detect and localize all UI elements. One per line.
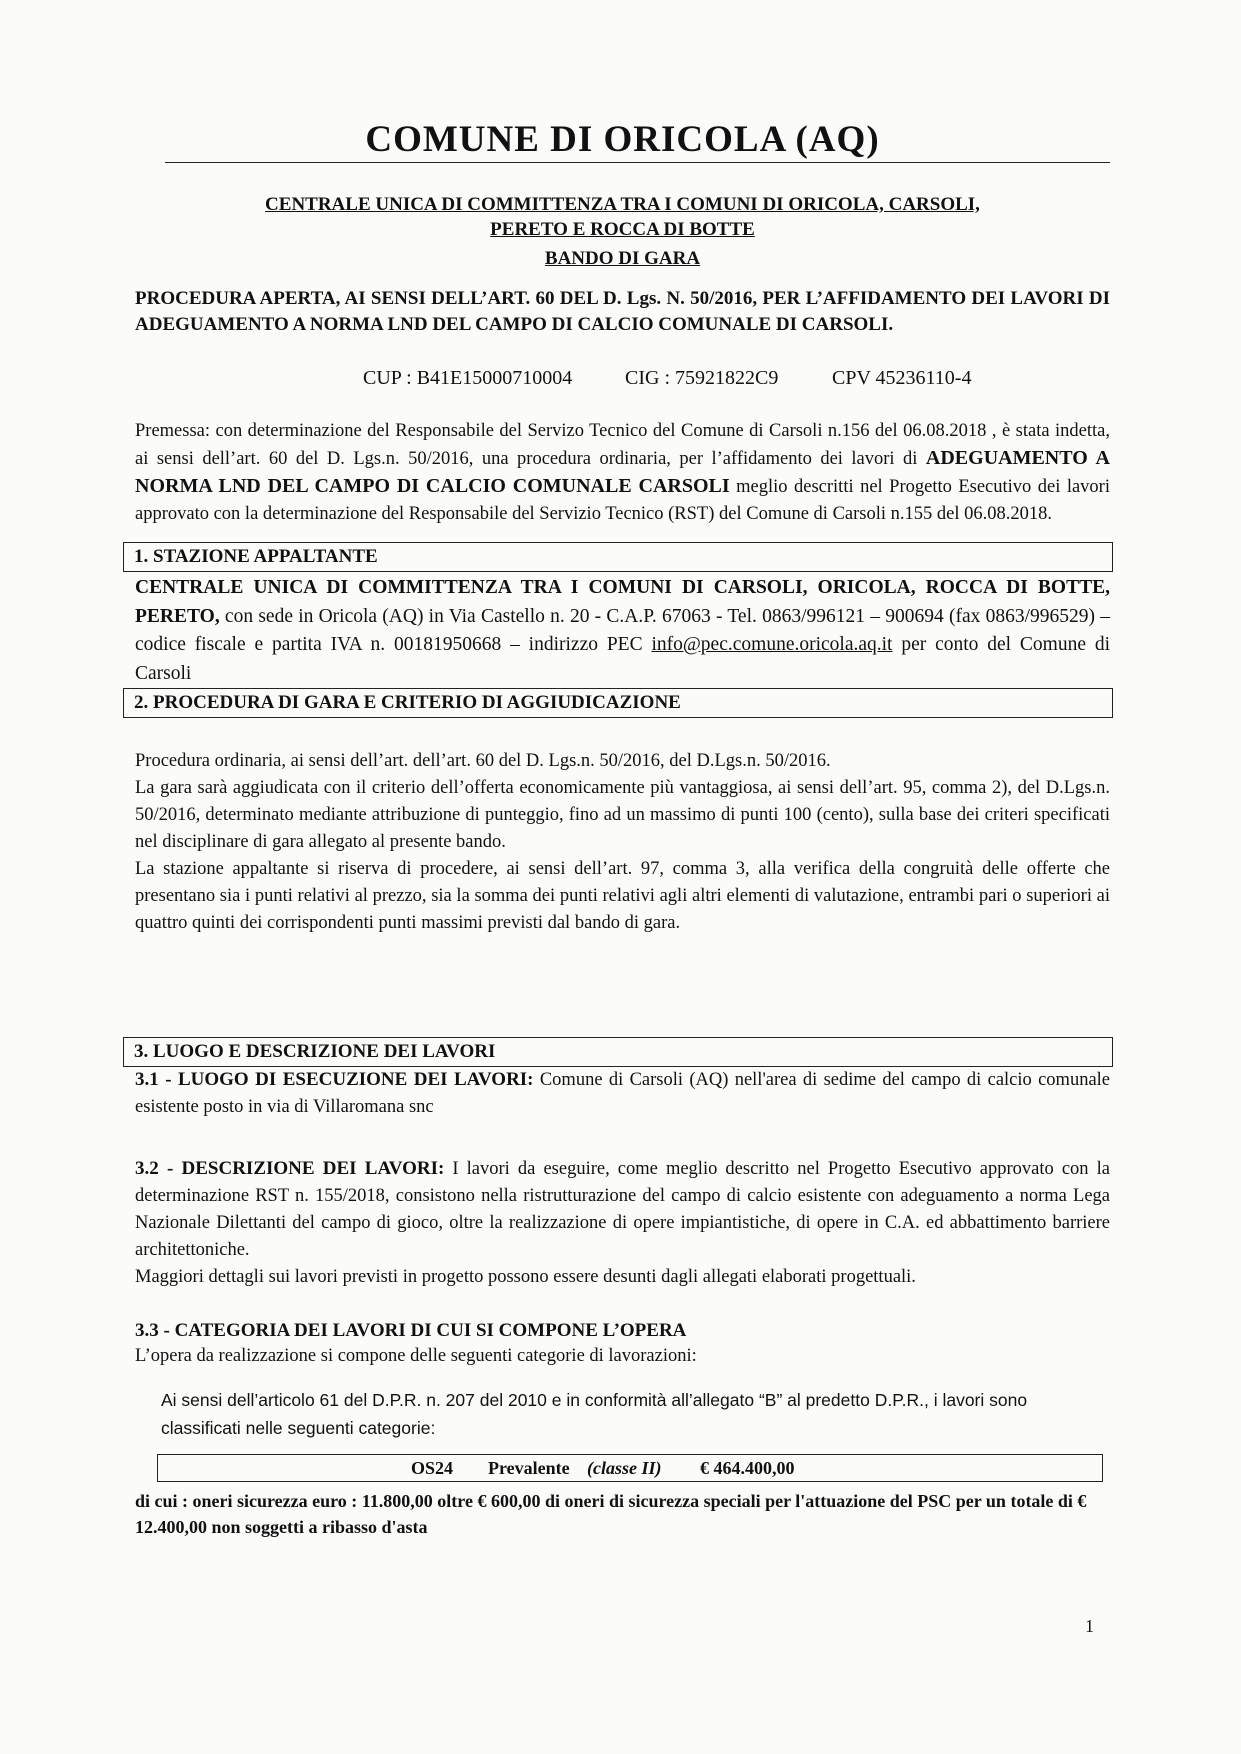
stazione-text: con sede in Oricola (AQ) in Via Castello n. 20 - C.A.P. 67063 - Tel. 0863/996121 – 900694 (fax 0863/996529) – codice fiscale e partita IVA n. 00181950668 – indirizzo PEC [135,605,1110,655]
cig-code: CIG : 75921822C9 [625,367,779,389]
cpv-code: CPV 45236110-4 [832,367,972,389]
premessa-text-1: Premessa: con determinazione del Responsabile del Servizo Tecnico del Comune di Carsoli n.156 del 06.08.2018 , è stata indetta, ai sensi dell’art. 60 del D. Lgs.n. 50/2016, una procedura ordinaria, per l’affidamento dei lavori di [135,421,1110,469]
page-number: 1 [1085,1616,1094,1636]
procedura-p2: La gara sarà aggiudicata con il criterio dell’offerta economicamente più vantaggiosa, ai sensi dell’art. 95, comma 2), del D.Lgs.n. 50/2016, determinato mediante attribuzione di punteggio, fino ad un massimo di punti 100 (cento), sulla base dei criteri specificati nel disciplinare di gara allegato al presente bando. [135,778,1110,852]
procedura-p1: Procedura ordinaria, ai sensi dell’art. dell’art. 60 del D. Lgs.n. 50/2016, del D.Lgs.n. 50/2016. [135,751,831,771]
bando-heading: BANDO DI GARA [544,248,701,269]
category-class: (classe II) [587,1458,662,1478]
pec-link[interactable]: info@pec.comune.oricola.aq.it [651,634,893,655]
descrizione-bold: 3.2 - DESCRIZIONE DEI LAVORI: [135,1158,445,1179]
cuc-line-2: PERETO E ROCCA DI BOTTE [490,219,755,240]
cup-code: CUP : B41E15000710004 [363,367,573,389]
cuc-line-1: CENTRALE UNICA DI COMMITTENZA TRA I COMUNI DI ORICOLA, CARSOLI, [265,194,980,215]
luogo-paragraph [135,1066,1110,1121]
document-title: COMUNE DI ORICOLA (AQ) [365,119,880,160]
section-1-heading: 1. STAZIONE APPALTANTE [123,542,1113,572]
stazione-paragraph [135,574,1110,688]
procedura-text [135,748,1110,937]
category-type: Prevalente [488,1458,570,1478]
categoria-intro: L’opera da realizzazione si compone delle seguenti categorie di lavorazioni: [135,1346,697,1366]
section-3-heading: 3. LUOGO E DESCRIZIONE DEI LAVORI [123,1037,1113,1067]
premessa-bold: ADEGUAMENTO A NORMA LND DEL CAMPO DI CALCIO COMUNALE CARSOLI [135,447,1110,497]
procedura-heading: PROCEDURA APERTA, AI SENSI DELL’ART. 60 DEL D. Lgs. N. 50/2016, PER L’AFFIDAMENTO DEI LAVORI DI ADEGUAMENTO A NORMA LND DEL CAMPO DI CALCIO COMUNALE DI CARSOLI. [135,288,1110,335]
category-row [157,1454,1103,1482]
stazione-tail: per conto del Comune di Carsoli [135,634,1110,684]
categoria-title: 3.3 - CATEGORIA DEI LAVORI DI CUI SI COMPONE L’OPERA [135,1320,687,1341]
descrizione-paragraph [135,1155,1110,1264]
title-rule [165,162,1110,163]
category-code: OS24 [411,1458,454,1478]
premessa-paragraph [135,418,1110,528]
premessa-text-2: meglio descritti nel Progetto Esecutivo dei lavori approvato con la determinazione del Responsabile del Servizio Tecnico (RST) del Comune di Carsoli n.155 del 06.08.2018. [135,477,1110,524]
category-amount: € 464.400,00 [700,1458,795,1478]
procedura-p3: La stazione appaltante si riserva di procedere, ai sensi dell’art. 97, comma 3, alla verifica della congruità delle offerte che presentano sia i punti relativi al prezzo, sia la somma dei punti relativi agli altri elementi di valutazione, entrambi pari o superiori ai quattro quinti dei corrispondenti punti massimi previsti dal bando di gara. [135,859,1110,933]
section-2-heading: 2. PROCEDURA DI GARA E CRITERIO DI AGGIUDICAZIONE [123,688,1113,718]
cuc-heading [135,192,1110,242]
descrizione-text: I lavori da eseguire, come meglio descritto nel Progetto Esecutivo approvato con la determinazione RST n. 155/2018, consistono nella ristrutturazione del campo di calcio esistente con adeguamento a norma Lega Nazionale Dilettanti del campo di gioco, oltre la realizzazione di opere impiantistiche, di opere in C.A. ed abbattimento barriere architettoniche. [135,1159,1110,1260]
descrizione-extra: Maggiori dettagli sui lavori previsti in progetto possono essere desunti dagli allegati elaborati progettuali. [135,1267,916,1287]
oneri-sicurezza: di cui : oneri sicurezza euro : 11.800,00 oltre € 600,00 di oneri di sicurezza speciali per l'attuazione del PSC per un totale di € 12.400,00 non soggetti a ribasso d'asta [135,1491,1087,1537]
descrizione-block [135,1155,1110,1291]
luogo-bold: 3.1 - LUOGO DI ESECUZIONE DEI LAVORI: [135,1069,534,1090]
stazione-bold: CENTRALE UNICA DI COMMITTENZA TRA I COMUNI DI CARSOLI, ORICOLA, ROCCA DI BOTTE, PERETO, [135,577,1110,627]
categoria-note: Ai sensi dell’articolo 61 del D.P.R. n. 207 del 2010 e in conformità all’allegato “B” al predetto D.P.R., i lavori sono classificati nelle seguenti categorie: [161,1390,1028,1438]
luogo-text: Comune di Carsoli (AQ) nell'area di sedime del campo di calcio comunale esistente posto in via di Villaromana snc [135,1070,1111,1117]
